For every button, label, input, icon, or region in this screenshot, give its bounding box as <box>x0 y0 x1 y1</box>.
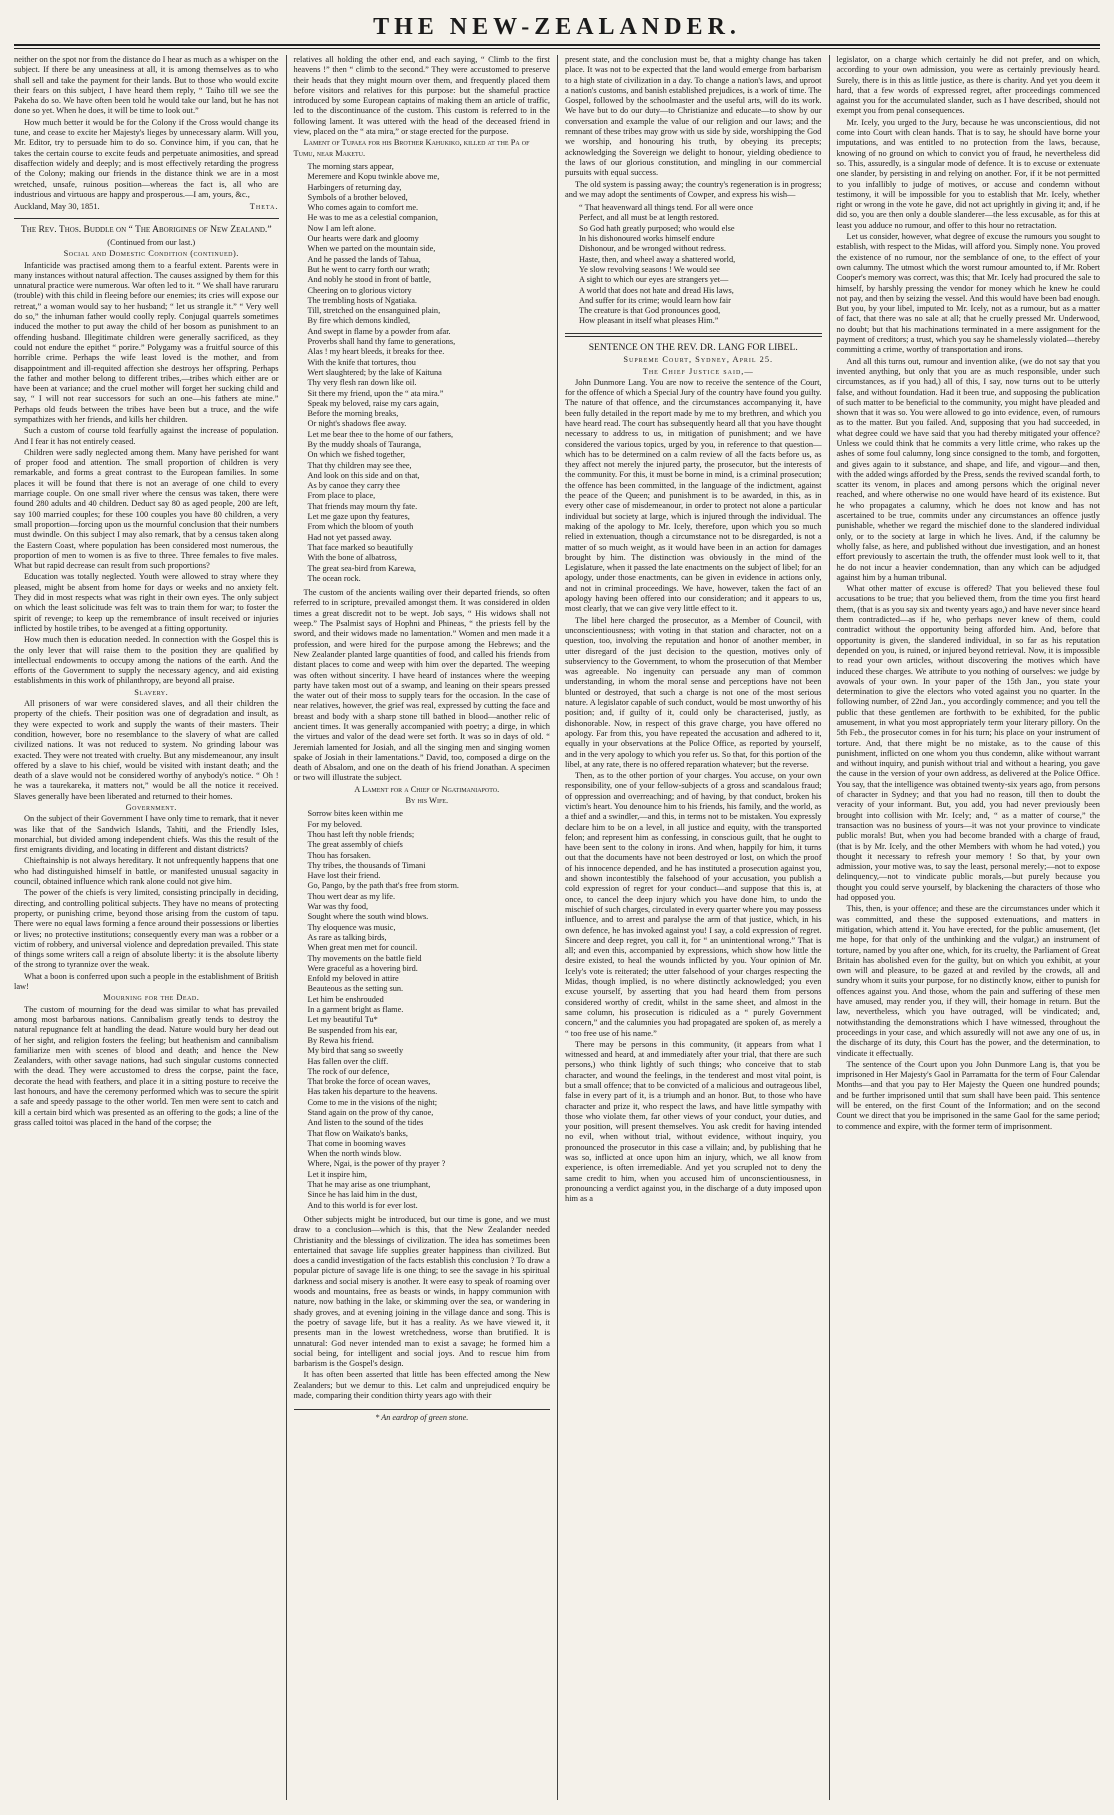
section-heading: Mourning for the Dead. <box>103 993 200 1003</box>
poem-line: Ye slow revolving seasons ! We would see <box>579 264 720 274</box>
poem-line: Harbingers of returning day, <box>307 182 402 192</box>
poem-line: The trembling hosts of Ngatiaka. <box>307 295 417 305</box>
masthead-title: THE NEW-ZEALANDER. <box>14 10 1100 46</box>
poem-line: Thou hast left thy noble friends; <box>307 829 415 839</box>
poem-line: The morning stars appear, <box>307 161 394 171</box>
poem-line: The ocean rock. <box>307 573 361 583</box>
poem-line: That face marked so beautifully <box>307 542 414 552</box>
poem-line: The great assembly of chiefs <box>307 840 403 850</box>
poem-line: And listen to the sound of the tides <box>307 1118 424 1128</box>
poem-line: Had not yet passed away. <box>307 532 392 542</box>
poem-line: Thou wert dear as my life. <box>307 891 396 901</box>
poem-line: Enfold my beloved in attire <box>307 974 399 984</box>
poem-lament-tupaea <box>308 162 551 584</box>
paragraph: Infanticide was practised among them to a fearful extent. Parents were in many instances without natural affection. The causes assigned by them for this unnatural practice were numerous. War often led to it. “ We shall have raruraru (trouble) with this child in fleeing before our enemies; its cries will expose our retreat,” a woman would say to her husband; “ let us strangle it.” “ Very well do so,” the inhuman father would coolly reply. Conjugal quarrels sometimes induced the mother to put away the child of her bosom as punishment to an offending husband. Illegitimate children were generally sacrificed, as they could not endure the epithet “ porire.” Polygamy was a fruitful source of this horrible crime. Perhaps the wife least loved is the mother, and from disappointment and ill-requited affection she destroys her offspring. Perhaps the father and mother belong to different tribes,—tribes which either are or have been at variance; and the cruel mother will forget her sucking child and say, “ I will not rear successors for such an one—his fathers ate mine.” Perhaps old feuds between the tribes have been but a truce, and the wife sympathizes with her friends, and kills her children. <box>14 260 279 424</box>
section-heading: Government. <box>125 802 177 812</box>
poem-line: Let me bear thee to the home of our fathers, <box>307 429 454 439</box>
dateline: Supreme Court, Sydney, April 25. <box>623 355 774 365</box>
poem-line: And look on this side and on that, <box>307 470 420 480</box>
paragraph: The custom of the ancients wailing over their departed friends, so often referred to in scripture, prevailed amongst them. It was considered in olden times a great discredit not to be wept. Job says, “ His widows shall not weep.” The Psalmist says of Hophni and Phineas, “ the priests fell by the sword, and their widows made no lamentation.” Women and men made it a profession, and were hired for the purpose among the Hebrews; and the New Zealander planted large quantities of food, and called his friends from distant places to come and weep with him over the departed. The weeping was often without sincerity. I have heard of instances where the weeping party have taken most out of a swamp, and leaning on their spears pressed the water out of their moss to supply tears for the occasion. In the case of near relatives, however, the grief was real, expressed by cutting the face and breast and body with a sharp stone till bathed in blood—another relic of ancient times. It was generally accompanied with poetry; a dirge, in which the virtues and valor of the dead were set forth. It was so in days of old. “ Jeremiah lamented for Josiah, and all the singing men and singing women spake of Josiah in their lamentations.” David, too, composed a dirge on the death of Absalom, and one on the death of his friend Jonathan. A specimen or two will illustrate the subject. <box>293 588 550 783</box>
poem-title: A Lament for a Chief of Ngatimaniapoto. <box>354 784 500 794</box>
paragraph: John Dunmore Lang. You are now to receive the sentence of the Court, for the offence of which a Special Jury of the country have found you guilty. The nature of that offence, and the circumstances accompanying it, have been fully detailed in the report made by me to my brethren, and which you have heard read. The court has subsequently heard all that you have thought necessary to address to us, in mitigation of punishment; and we have considered the various topics, urged by you, in reference to that question—which has to be determined on a calm review of all the facts before us, as they affect not merely the injured party, the prosecutor, but the interests of the community. For this, it must be borne in mind, is a criminal prosecution; the offence has been committed, in the language of the indictment, against the peace of the Queen; and punishment is to be awarded, in this, as in every other case of misdemeanour, in order to protect not alone a particular individual but society at large, which is injured through the individual. The making of the apology to Mr. Icely, therefore, upon which you so much relied in extenuation, though a circumstance not to be disregarded, is not a matter of so much weight, as it would have been in an action for damages brought by him. The distinction was obviously in the mind of the Legislature, when it passed the late enactments on the subject of libel; for an apology, under those enactments, can be given in evidence in actions only, and not in criminal proceedings. We have, however, taken the fact of an apology having been offered into our consideration; and it appears to us, most clearly, that we can give very little effect to it. <box>565 377 822 614</box>
poem-line: In a garment bright as flame. <box>307 1005 404 1015</box>
poem-line: For my beloved. <box>307 819 363 829</box>
paragraph: What other matter of excuse is offered? That you believed these foul accusations to be true; that you believed them, from the time you first heard them, (that is as you say six and twenty years ago,) and have never since heard them contradicted—as if he, who perhaps never knew of them, could contradict without the opportunity being afforded him. And, before that opportunity is given, the slandered individual, in so far as his reputation depended on you, is ruined, or injured beyond retrieval. Now, it is impossible to read your own articles, without discovering the motives which have induced these charges. We attribute to you nothing of ourselves: we judge by avowals of your own. In your paper of the 15th Jan., you state your determination to give the electors who voted against you no quarter. In the following number, of 22nd Jan., you accordingly commence; and you tell the public that these gentlemen are forthwith to be exhibited, for the public amusement, in what you most appropriately term your literary pillory. On the 5th Feb., the prosecutor comes in for his turn; his place on your instrument of torture. And, that there might be no mistake, as to the cause of this punishment, inflicted on one whom you thus condemn, alike without warrant and without inquiry, and punish without trial and without a hearing, you gave the cause in the version of your own address, as delivered at the Police Office. You say, that the intelligence was obtained twenty-six years ago, from persons of character in Sydney; and that you had no reason, till then to doubt the veracity of your informant. But, you add, you had never previously been brought into collision with Mr. Icely; and, “ as a matter of course,” the transaction was no business of yours—it was not your province to vindicate public morals! But, when you had become branded with a charge of fraud, (that is by Mr. Icely, and the other Members with whom he had voted,) you thought it necessary to refresh your memory ! So that, by your own admission, your motive was, to say the least, personal merely;—not to expose delinquency,—not to vindicate public morals,—but purely because you thought you could serve yourself, by blackening the characters of those who had opposed you. <box>836 584 1100 903</box>
poem-line: Proverbs shall hand thy fame to generations, <box>307 337 456 347</box>
section-heading: Social and Domestic Condition (continued). <box>63 249 239 259</box>
poem-line: “ That heavenward all things tend. For all were once <box>579 203 754 213</box>
poem-line: That broke the force of ocean waves, <box>307 1077 431 1087</box>
poem-line: Where, Ngai, is the power of thy prayer ? <box>307 1159 446 1169</box>
poem-line: How pleasant in itself what pleases Him.” <box>579 316 719 326</box>
paragraph: Mr. Icely, you urged to the Jury, because he was unconscientious, did not come into Court with clean hands. That is to say, he should have borne your imputations, and was entitled to no protection from the laws, because, knowing of no ground on which to convict you of fraud, he nevertheless did so. This, assuredly, is a singular mode of defence. It is to excuse or extenuate one slander, by persisting in and relying on another. For, if it be not permitted to you infallibly to judge of motives, or accuse and condemn without testimony, it will be impossible for you to establish that Mr. Icely, whether right or wrong in the vote he gave, did not act uprightly in giving it; and, if he did so, you are then only a double slanderer—the less excusable, as for this at least you adduce no rumour, and offer to this hour no retractation. <box>836 117 1100 230</box>
speaker-line: The Chief Justice said,— <box>642 366 754 376</box>
poem-line: That come in booming waves <box>307 1138 406 1148</box>
poem-line: And nobly he stood in front of battle, <box>307 275 432 285</box>
paragraph: It has often been asserted that little has been effected among the New Zealanders; but we demur to this. Let calm and unprejudiced enquiry be made, comparing their condition thirty years ago with their <box>293 1370 550 1400</box>
poem-line: Alas ! my heart bleeds, it breaks for thee. <box>307 347 445 357</box>
poem-line: From place to place, <box>307 491 376 501</box>
poem-line: Our hearts were dark and gloomy <box>307 234 419 244</box>
letter-body <box>14 55 279 200</box>
poem-line: The great sea-bird from Karewa, <box>307 563 416 573</box>
poem-line: Speak my beloved, raise my cars again, <box>307 398 439 408</box>
paragraph: All prisoners of war were considered slaves, and all their children the property of the chiefs. Their position was one of degradation and insult, as they were expected to work and supply the wants of their masters. Their condition, however, bore no resemblance to the slavery of what are called civilized nations. It was not reduced to system. No grinding labour was exacted. They were not treated with cruelty. But any misdemeanour, any insult offered by a slave to his chief, would be visited with instant death; and the death of a slave would not be considered worthy of anybody's notice. “ Oh ! he was a taurekareka, it matters not,” would be all the notice it received. Slaves generally have been liberated and returned to their homes. <box>14 699 279 801</box>
poem-line: Thy tribes, the thousands of Timani <box>307 860 426 870</box>
paragraph: The sentence of the Court upon you John Dunmore Lang is, that you be imprisoned in Her Majesty's Gaol in Parramatta for the term of Four Calendar Months—and that you pay to Her Majesty the Queen one hundred pounds; and be further imprisoned until that sum shall have been paid. This sentence will be entered, on the first Count of the Information; and on the second Count we direct that you be imprisoned in the same Gaol for the same period; to commence and expire, with the former term of imprisonment. <box>836 1059 1100 1131</box>
poem-line: As rare as talking birds, <box>307 932 387 942</box>
poem-line: A world that does not hate and dread His laws, <box>579 285 734 295</box>
paragraph: The custom of mourning for the dead was similar to what has prevailed among most barbarous nations. Cannibalism greatly tends to destroy the natural repugnance felt at handling the dead. Nature would bury her dead out of her sight, and religion fosters the feeling; but heathenism and cannibalism familiarize men with scenes of blood and death; and hence the New Zealanders, with other savage nations, had such singular customs connected with the dead. They were accustomed to dress the corpse, paint the face, decorate the head with feathers, and place it in a sitting posture to receive the last honours, and have the ceremony performed which was to secure the spirit a safe and speedy passage to the other world. Ten men were sent to catch and kill a certain bird which was presented as an offering to the gods; a line of the grass called toitoi was placed in the hand of the corpse; the <box>14 1004 279 1127</box>
poem-line: With the knife that tortures, thou <box>307 357 416 367</box>
poem-line: Sit there my friend, upon the “ ata mira.” <box>307 388 444 398</box>
paragraph: And all this turns out, rumour and invention alike, (we do not say that you invented anything, but only that you are as much responsible, under such circumstances, as if you had,) all of this, I say, now turns out to be utterly false, and without foundation. Had it been true, and supposing the publication of such matter to be beneficial to the community, you might have pleaded and shown that it was so. You were allowed to go into evidence, even, of rumours as to the matter. But you failed. And, supposing that you had succeeded, in what degree could we have said that you had thereby mitigated your offence? Unless we could think that he commits a very little crime, who rakes up the ashes of some foul calumny, long since consigned to the tomb, and forgotten, and gives again to it substance, and shape, and life, and vigour—and then, with the added wings afforded by the Press, sends the revived scandal forth, to scatter its venom, in places and among persons which the original never reached, and where otherwise no one would have heard of its existence. But he who propagates a calumny, which he does not know and has not ascertained to be true, commits under any circumstances an offence justly punishable, whether we regard the mischief done to the slandered individual only, or to the society at large in which he lives. And, if the calumny be wholly false, as here, and published without due investigation, and an honest effort previously to ascertain the truth, the offender must look well to it, that he do not incur a heavier condemnation, than any which can be adjudged against him by a human tribunal. <box>836 356 1100 582</box>
poem-line: When we parted on the mountain side, <box>307 244 436 254</box>
poem-line: Were graceful as a hovering bird. <box>307 963 418 973</box>
poem-line: Now I am left alone. <box>307 223 376 233</box>
paragraph: How much better it would be for the Colony if the Cross would change its tune, and cease to excite her Majesty's lieges by unnecessary alarm. Will you, Mr. Editor, try to persuade him to do so. Convince him, if you can, that he takes the certain course to excite feuds and perpetuate animosities, and spread disaffection widely and deeply; and is most effectively retarding the progress of the Colony; making our friends in the distance think we are in a most wretched, unsafe, ruinous position—whereas the fact is, all who are industrious and virtuous are happy and prosperous.—I am, yours, &c., <box>14 117 279 199</box>
poem-line: And suffer for its crime; would learn how fair <box>579 295 731 305</box>
poem-line: Stand again on the prow of thy canoe, <box>307 1107 434 1117</box>
poem-byline: By his Wife. <box>405 796 449 806</box>
poem-line: Come to me in the visions of the night; <box>307 1097 438 1107</box>
paragraph: Such a custom of course told fearfully against the increase of population. And I fear it has not entirely ceased. <box>14 426 279 446</box>
column-1 <box>14 55 286 1800</box>
section-divider <box>565 333 822 337</box>
poem-line: And he passed the lands of Tahua, <box>307 254 421 264</box>
column-3 <box>557 55 829 1800</box>
poem-line: Or night's shadows flee away. <box>307 419 407 429</box>
poem-line: Thy eloquence was music, <box>307 922 396 932</box>
paragraph: Other subjects might be introduced, but our time is gone, and we must draw to a conclusion—which is this, that the New Zealander needed Christianity and the blessings of civilization. The idea has sometimes been entertained that savage life supplies greater happiness than civilized. But does a candid investigation of the facts establish this conclusion ? To draw a popular picture of savage life is one thing; to see the savage in his spiritual darkness and social misery is another. It were easy to speak of roaming over woods and mountains, free as beasts or winds, in happy communion with nature, now bathing in the lake, or skimming over the sea, or wandering in shady groves, and at evening joining in the village dance and song. This is the poetry of savage life, but it has a reality. As we have viewed it, it presents man in the lowest wretchedness, worse than brutified. It is unnatural: God never intended man to exist a savage; he formed him a social being, for intelligent and social joys. And to rescue him from barbarism is the Gospel's design. <box>293 1214 550 1369</box>
poem-line: The creature is that God pronounces good, <box>579 306 721 316</box>
poem-line: Has taken his departure to the heavens. <box>307 1087 438 1097</box>
paragraph: On the subject of their Government I have only time to remark, that it never was like that of the Sandwich Islands, Tahiti, and the Friendly Isles, monarchial, but divided among independent chiefs. Was this the result of the first emigrants dividing, and locating in different and distant districts? <box>14 814 279 855</box>
continued-note: (Continued from our last.) <box>107 237 196 247</box>
poem-line: When great men met for council. <box>307 943 418 953</box>
poem-line: As by canoe they carry thee <box>307 481 400 491</box>
paragraph: There may be persons in this community, (it appears from what I witnessed and heard, at and immediately after your trial, that there are such persons,) who think lightly of such things; who conceive that to stab character, and wound the feelings, in the tenderest and most vital point, is but a small offence; that to be convicted of a malicious and outrageous libel, false in every part of it, is a triumph and an honor. But, to those who have character and prize it, who respect the laws, and have little sympathy with those who violate them, far other views of your conduct, your duties, and your position, will present themselves. You ask credit for having intended no evil, when without trial, without evidence, without inquiry, you pronounced the prosecutor in this case a villain; and, by publishing that he was so, inflicted at once upon him an injury, which, we all know from experience, is often irremediable. And yet you scrupled not to deny the same credit to him, when you accused him of unconscientiousness, in pronouncing a verdict against you, in the discharge of a duty imposed upon him as a <box>565 1039 822 1204</box>
poem-line: Thy movements on the battle field <box>307 953 422 963</box>
poem-line: Have lost their friend. <box>307 871 381 881</box>
poem-line: Symbols of a brother beloved, <box>307 192 408 202</box>
paragraph: This, then, is your offence; and these are the circumstances under which it was committed, and these the supposed extenuations, and matters in mitigation, which attend it. You have erected, for the public amusement, (let me hope, for that only of the unthinking and the vulgar,) an instrument of torture, named by you after one, which, for its cruelty, the Parliament of Great Britain has abolished even for the guilty, but on which you exhibit, at your own will and pleasure, to be gazed at and reviled by the crowds, all and sundry whom it suits your purpose, for no distinctly know, either to punish for offences against you. And those, whom the pain and suffering of these men have amused, may render you, if they will, their homage in return. But the law, nevertheless, which you have outraged, will be vindicated; and, notwithstanding the demonstrations which I have witnessed, throughout the proceedings in your case, and which assuredly will not awe any one of us, in the discharge of its duty, this Court has the power, and the determination, to vindicate it effectually. <box>836 904 1100 1058</box>
letter-signoff <box>14 202 279 212</box>
poem-line: Thy very flesh ran down like oil. <box>307 378 417 388</box>
poem-line: Haste, then, and wheel away a shattered world, <box>579 254 736 264</box>
paragraph: The old system is passing away; the country's regeneration is in progress; and we may adopt the sentiments of Cowper, and express his wish— <box>565 179 822 199</box>
paragraph: The power of the chiefs is very limited, consisting principally in deciding, directing, and controlling political subjects. They have no means of protecting property, or punishing crime, beyond those arising from the custom of tapu. There were no equal laws forming a fence around their possessions or liberties or lives; no protective institutions; consequently every man was a robber or a victim of robbery, and universal violence and depredation prevailed. This state of things some writers call a reign of absolute liberty: it is the absolute liberty of the strong to tyrannize over the weak. <box>14 888 279 970</box>
poem-line: He was to me as a celestial companion, <box>307 213 438 223</box>
poem-line: Wert slaughtered; by the lake of Kaituna <box>307 367 442 377</box>
poem-line: Sorrow bites keen within me <box>307 809 403 819</box>
poem-line: The rock of our defence, <box>307 1066 390 1076</box>
poem-line: Be suspended from his ear, <box>307 1025 398 1035</box>
poem-line: So God hath greatly purposed; who would else <box>579 223 735 233</box>
poem-line: Let me gaze upon thy features, <box>307 512 410 522</box>
masthead-rule <box>14 48 1100 49</box>
poem-line: From which the bloom of youth <box>307 522 414 532</box>
poem-line: When the north winds blow. <box>307 1149 402 1159</box>
article-title: SENTENCE ON THE REV. DR. LANG FOR LIBEL. <box>588 341 798 353</box>
footnote: * An eardrop of green stone. <box>294 1409 551 1423</box>
poem-line: By the muddy shoals of Tauranga, <box>307 439 422 449</box>
poem-line: Dishonour, and be wronged without redress. <box>579 244 726 254</box>
paragraph: Education was totally neglected. Youth were allowed to stray where they pleased, might be absent from home for days or weeks and no anxiety felt. They did in most respects what was right in their own eyes. The only subject on which the least solicitude was felt was to train them for war; to foster the spirit of revenge; to keep up the remembrance of insult received or injuries inflicted by hostile tribes, to be avenged at a fitting opportunity. <box>14 572 279 633</box>
poem-line: War was thy food, <box>307 902 369 912</box>
paragraph: present state, and the conclusion must be, that a mighty change has taken place. It was not to be expected that the land would emerge from barbarism to a high state of civilization in a day. To change a nation's laws, and uproot a nation's customs, and banish established prejudices, is a work of time. The Gospel, followed by the schoolmaster and the useful arts, will do its work. We have but to do our duty—to Christianize and educate—to show by our conversation and example the value of our religion and our laws; and the remnant of these tribes may grow with us side by side, worshipping the God we worship, and honouring his truth, by obeying its precepts; acknowledging the Sovereign we delight to honour, yielding obedience to the laws of our glorious constitution, and mingling in our commercial pursuits with equal success. <box>565 55 822 178</box>
poem-line: Sought where the south wind blows. <box>307 912 429 922</box>
paragraph: Chieftainship is not always hereditary. It not unfrequently happens that one who had distinguished himself in battle, or manifested unusual sagacity in council, obtained influence which rank alone could not give him. <box>14 856 279 887</box>
poem-line: A sight to which our eyes are strangers yet— <box>579 275 729 285</box>
letter-place-date: Auckland, May 30, 1851. <box>14 202 100 212</box>
poem-line: Thou has forsaken. <box>307 850 371 860</box>
poem-line: Let it inspire him, <box>307 1169 367 1179</box>
section-divider <box>14 218 279 219</box>
column-4 <box>829 55 1101 1800</box>
poem-line: Has fallen over the cliff. <box>307 1056 389 1066</box>
poem-line: Cheering on to glorious victory <box>307 285 412 295</box>
poem-line: Till, stretched on the ensanguined plain, <box>307 306 441 316</box>
paragraph: What a boon is conferred upon such a people in the establishment of British law! <box>14 971 279 992</box>
letter-signature: Theta. <box>249 202 279 212</box>
paragraph: Then, as to the other portion of your charges. You accuse, on your own responsibility, one of your fellow-subjects of a gross and scandalous fraud; of oppression and overreaching; and of having, by that conduct, broken his victim's heart. You denounce him to his friends, his family, and the world, as a thief and a swindler,—and this, in terms not to be mistaken. You expressly declare him to be on a level, in all justice and equity, with the transported felon; and represent him as confessing, in conscious guilt, that he ought to have been sent to the colony in irons. And when, happily for him, it turns out that the documents have not been destroyed or lost, on which the proof of his innocence depended, and he has instituted a prosecution against you, and shown incontestibly the falsehood of your accusation, you publish a cold expression of regret for your conduct—and suppose that this is, at once, to cancel the deep injury which you have done him, to undo the mischief of such charges, circulated in every quarter where you may possess influence, and to arrest and paralyse the arm of that justice, which, in his own defence, he has invoked against you! I say, a cold expression of regret. Sincere and deep regret, you call it, for “ an unintentional wrong.” That is all; and even this, accompanied by expressions, which show how little the desire existed, to heal the wounds inflicted by you. Your opinion of Mr. Icely's vote is reiterated; the utter falsehood of your charges respecting the Midas, though implied, is no where distinctly acknowledged; you even excuse yourself, by asserting that you had heard them from persons considered worthy of credit, whilst in the same sheet, and almost in the same column, his prosecution is ridiculed as a “ purely Government concern,” and the calumnies you had propagated are spoken of, as merely a “ too free use of his name.” <box>565 771 822 1038</box>
poem-line: Meremere and Kopu twinkle above me, <box>307 172 440 182</box>
poem-line: On which we fished together, <box>307 450 406 460</box>
poem-line: Who comes again to comfort me. <box>307 203 419 213</box>
poem-title: Lament of Tupaea for his Brother Kahukiko, killed at the Pa of Tumu, near Maketu. <box>293 138 530 158</box>
poem-line: Let my beautiful Tu* <box>307 1015 378 1025</box>
poem-line: That he may arise as one triumphant, <box>307 1180 431 1190</box>
paragraph: The libel here charged the prosecutor, as a Member of Council, with unconscientiousness; with voting in that station and character, not on a question, too, involving the reputation and honor of another member, in utter disregard of the just decision to the question, motives only of subserviency to the Government, to whom the prosecution of that Member was agreeable. No ingenuity can persuade any man of common understanding, in whom the moral sense and perceptions have not been blunted or destroyed, that such a charge is not one of the most serious nature. A legislator capable of such conduct, would be most unworthy of his position; and, if guilty of it, could only be characterised, justly, as dishonorable. Now, in respect of this grave charge, you have offered no apology. Far from this, you have repeated the accusation and adhered to it, equally in your observations at the Police Office, as reported by yourself, and in the very apology to which you refer us. So that, for this portion of the libel, at any rate, there is no offered reparation whatever; but the reverse. <box>565 615 822 769</box>
poem-line: Let him be enshrouded <box>307 994 384 1004</box>
poem-line: Beauteous as the setting sun. <box>307 984 404 994</box>
column-2 <box>286 55 558 1800</box>
article-title: The Rev. Thos. Buddle on “ The Aborigines of New Zealand.” <box>20 224 272 236</box>
paragraph: neither on the spot nor from the distance do I hear as much as a whisper on the subject. If there be any uneasiness at all, it is among themselves as to who shall sell and take the payment for their lands. But to those who would excite their fears on this subject, I have heard them reply, “ Taiho till we see the Pakeha do so. We have often been told he would take our land, but he has not done so yet. When he does, it will be time to look out.” <box>14 55 279 116</box>
poem-line: Before the morning breaks, <box>307 409 399 419</box>
poem-line: That thy children may see thee, <box>307 460 412 470</box>
poem-line: But he went to carry forth our wrath; <box>307 264 430 274</box>
poem-line: Perfect, and all must be at length restored. <box>579 213 719 223</box>
paragraph: How much then is education needed. In connection with the Gospel this is the only lever that will raise them to the position they are qualified by intellectual endowments to occupy among the nations of the earth. And the efforts of the Government to supply the necessary agency, and aid existing establishments in this work of philanthropy, are beyond all praise. <box>14 635 279 686</box>
poem-line: My bird that sang so sweetly <box>307 1046 404 1056</box>
poem-line: By fire which demons kindled, <box>307 316 411 326</box>
poem-cowper <box>579 203 822 327</box>
poem-line: Go, Pango, by the path that's free from storm. <box>307 881 459 891</box>
poem-line: In his dishonoured works himself endure <box>579 234 715 244</box>
section-heading: Slavery. <box>134 687 169 697</box>
paragraph: Let us consider, however, what degree of excuse the rumours you sought to establish, with respect to the Midas, will afford you. Simply none. You proved the existence of no rumour, nor the semblance of one, to the effect of your own calumny. The utmost which the worst rumour amounted to, if Mr. Robert Cooper's memory was correct, was this; that Mr. Icely had procured the sale to himself, by harshly pressing the vendor for money which he knew he could not pay, and then by seizing the vessel. And this would have been bad enough. But you, by your libel, imputed to Mr. Icely, not as a rumour, but as a matter of fact, that there was no sale at all; that he cruelly pressed Mr. Underwood, no doubt; but that his machinations terminated in a mere assignment for the payment of creditors; a trust, which you say he shamelessly violated—thereby committing a crime, worthy of transportation and irons. <box>836 232 1100 355</box>
poem-line: And swept in flame by a powder from afar. <box>307 326 451 336</box>
poem-line: By Rewa his friend. <box>307 1035 374 1045</box>
poem-line: And to this world is for ever lost. <box>307 1200 418 1210</box>
poem-line: That friends may mourn thy fate. <box>307 501 418 511</box>
paragraph: relatives all holding the other end, and each saying, “ Climb to the first heavens !” then “ climb to the second.” They were accustomed to preserve their heads that they might mourn over them, and frequently placed them before visitors and relatives for this purpose: but the shameful practice introduced by some European captains of making them an article of traffic, led to the discontinuance of the custom. This custom is referred to in the following lament. It was uttered with the head of the deceased friend in view, placed on the “ ata mira,” or stage erected for the purpose. <box>293 55 550 137</box>
paragraph: legislator, on a charge which certainly he did not prefer, and on which, according to your own admission, you were as certainly previously heard. Surely, there is in this as little justice, as there is charity. And yet you deem it hard, that a few words of expressed regret, after proceedings commenced against you for the accumulated slander, such as I have described, should not exempt you from penal consequences. <box>836 55 1100 116</box>
columns <box>14 55 1100 1800</box>
paragraph: Children were sadly neglected among them. Many have perished for want of proper food and attention. The small proportion of children is very remarkable, and forms a great contrast to the European families. In some places it will be found that there is not an average of one child to every marriage couple. On one small river where the census was taken, there were found 280 adults and 40 children. Deduct say 80 as aged people, 200 are left, say 100 married couples; for these 100 couples you have 80 children, a very small proportion—forcing upon us the mournful conclusion that their numbers must dwindle. On this subject I may also remark, that by a census taken along the Eastern Coast, where population has been considered most numerous, the proportion of men to women is as five to three. Three females to five males. What but rapid decrease can result from such proportions? <box>14 447 279 571</box>
poem-line: Since he has laid him in the dust, <box>307 1190 418 1200</box>
poem-line: That flow on Waikato's banks, <box>307 1128 408 1138</box>
poem-line: With the bone of albatross, <box>307 553 397 563</box>
poem-lament-chief <box>308 809 551 1211</box>
